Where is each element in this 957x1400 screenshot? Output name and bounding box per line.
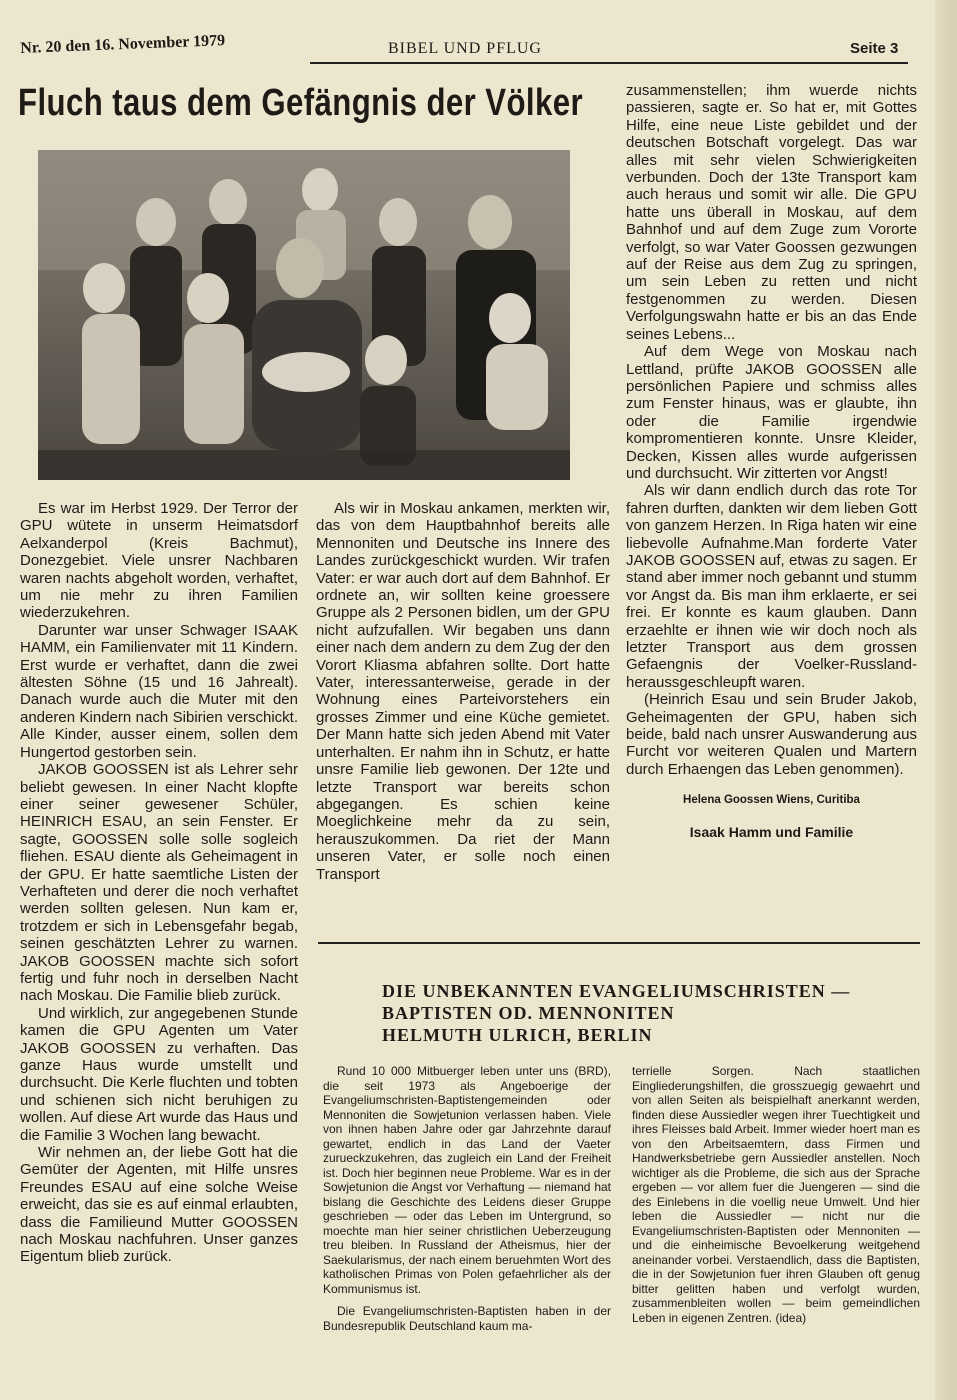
header-rule xyxy=(310,62,908,64)
page-edge xyxy=(935,0,957,1400)
issue-date: Nr. 20 den 16. November 1979 xyxy=(20,32,226,57)
family-photo xyxy=(38,150,570,480)
paragraph: Rund 10 000 Mitbuerger leben unter uns (BRD), die seit 1973 als Angeboerige der Evangeliumschristen-Baptistengemeinden oder Mennoniten die Sowjetunion verlassen haben. Viele von ihnen haben Jahre oder gar Jahrzehnte darauf gewartet, endlich in das Land der Vaeter zurueckzukehren, das zugleich ein Land der Freiheit ist. Doch hier beginnen neue Probleme. War es in der Sowjetunion die Angst vor Verhaftung — niemand hat bislang die Geschichte des Leidens dieser Gruppe geschrieben — oder das Leben im Untergrund, so moechte man hier seiner christlichen Ueberzeugung treu bleiben. In Russland der Atheismus, hier der Saekularismus, der nach einem beruehmten Wort des katholischen Primas von Polen gefaehrlicher als der Kommunismus ist. xyxy=(323,1064,611,1296)
author-signature: Helena Goossen Wiens, Curitiba xyxy=(683,794,860,807)
paragraph: Die Evangeliumschristen-Baptisten haben in der Bundesrepublik Deutschland kaum ma- xyxy=(323,1304,611,1333)
paragraph: Auf dem Wege von Moskau nach Lettland, prüfte JAKOB GOOSSEN alle persönlichen Papiere und schmiss alles zum Fenster hinaus, was er glaubte, ihn oder die Familie irgendwie kompromentieren konnte. Unsre Kleider, Decken, Kissen alles wurde aufgerissen und durchsucht. Wir zitterten vor Angst! xyxy=(626,343,917,482)
paragraph: Wir nehmen an, der liebe Gott hat die Gemüter der Agenten, mit Hilfe unsres Freundes ESAU auf eine solche Weise erweicht, das sie es auf einmal erlaubten, dass die Familieund Mutter GOOSSEN nach Moskau nachfuhren. Unser ganzes Eigentum blieb zurück. xyxy=(20,1144,298,1266)
paragraph: Darunter war unser Schwager ISAAK HAMM, ein Familienvater mit 11 Kindern. Erst wurde er verhaftet, dann die zwei ältesten Söhne (15 und 16 Jahrealt). Danach wurde auch die Muter mit den anderen Kindern nach Sibirien verschickt. Alle Kinder, ausser einem, sollen dem Hungertod gestorben sein. xyxy=(20,621,298,761)
paragraph: Es war im Herbst 1929. Der Terror der GPU wütete in unserm Heimatsdorf Aelxanderpol (Kreis Bachmut), Donezgebiet. Viele unsrer Nachbaren waren nachts abgeholt worden, verhaftet, um nie mehr zu ihren Familien wiederzukehren. xyxy=(20,500,298,622)
article1-column-2 xyxy=(316,500,610,883)
article2-column-1 xyxy=(323,1064,611,1333)
article-headline: Fluch taus dem Gefängnis der Völker xyxy=(18,82,583,124)
title-line: BAPTISTEN OD. MENNONITEN xyxy=(382,1003,675,1023)
paragraph: (Heinrich Esau und sein Bruder Jakob, Geheimagenten der GPU, haben sich beide, bald nach unsrer Auswanderung aus Furcht vor weiteren Qualen und Martern durch Erhaengen das Leben genommen). xyxy=(626,691,917,778)
paragraph: Als wir in Moskau ankamen, merkten wir, das von dem Hauptbahnhof bereits alle Mennoniten und Deutsche ins Innere des Landes zurückgeschickt wurden. Wir trafen Vater: er war auch dort auf dem Bahnhof. Er ordnete an, wir sollten keine groessere Gruppe als 2 Personen bidlen, um der GPU nicht aufzufallen. Wir begaben uns dann einer nach dem andern zu dem Zug der den Vorort Kliasma abfahren sollte. Dort hatte Vater, interessanterweise, gerade in der Wohnung eines Parteivorstehers ein grosses Zimmer und eine Küche gemietet. Der Mann hatte sich jeden Abend mit Vater unterhalten. Er nahm ihn in Schutz, er hatte unsre Familie lieb gewonen. Der 12te und letzte Transport war bereits schon abgegangen. Es schien keine Moeglichkeine mehr da zu sein, herauszukommen. Da riet der Mann unseren Vater, er solle noch einen Transport xyxy=(316,500,610,883)
article1-column-3 xyxy=(626,82,917,841)
title-line: HELMUTH ULRICH, BERLIN xyxy=(382,1025,653,1045)
paragraph: Und wirklich, zur angegebenen Stunde kamen die GPU Agenten um Vater JAKOB GOOSSEN zu verhaften. Das ganze Haus wurde umstellt und durchsucht. Die Kerle fluchten und tobten und schienen sich nicht beruhigen zu wollen. Auf diese Art wurde das Haus und die Familie 3 Wochen lang bewacht. xyxy=(20,1004,298,1144)
paragraph: Als wir dann endlich durch das rote Tor fahren durften, dankten wir dem lieben Gott von ganzem Herzen. In Riga haten wir eine liebevolle Aufnahme.Man forderte Vater JAKOB GOOSSEN auf, etwas zu sagen. Er stand aber immer noch gebannt und stumm vor Angst da. Bis man ihm erklaerte, er sei frei. Er konnte es kaum glauben. Dann erzaehlte er ihnen wie wir doch noch als letzter Transport aus dem grossen Gefaengnis der Voelker-Russland-heraussgeschleupft waren. xyxy=(626,482,917,691)
article2-column-2 xyxy=(632,1064,920,1325)
article2-title xyxy=(382,980,902,1046)
paragraph: JAKOB GOOSSEN ist als Lehrer sehr beliebt gewesen. In einer Nacht klopfte einer seiner gewesener Schüler, HEINRICH ESAU, an sein Fenster. Er sagte, GOOSSEN solle solle sogleich fliehen. ESAU diente als Geheimagent in der GPU. Er hatte saemtliche Listen der Verhafteten und derer die noch verhaftet werden sollten gelesen. Nun kam er, trotzdem er sich in Lebensgefahr begab, seinen geschätzten Lehrer zu warnen. JAKOB GOOSSEN machte sich sofort fertig und fuhr noch in derselben Nacht nach Moskau. Die Familie blieb zurück. xyxy=(20,761,298,1005)
article1-column-1 xyxy=(20,500,298,1266)
title-line: DIE UNBEKANNTEN EVANGELIUMSCHRISTEN — xyxy=(382,981,851,1001)
paragraph: terrielle Sorgen. Nach staatlichen Eingliederungshilfen, die grosszuegig gewaehrt und von allen Seiten als beispielhaft anerkannt werden, finden diese Aussiedler wegen ihrer Tuechtigkeit und ihres Fleisses bald Arbeit. Immer wieder hoert man es von den Arbeitsaemtern, dass Firmen und Handwerksbetriebe gern Aussiedler anstellen. Noch wichtiger als die Probleme, die sich aus der Sprache ergeben — vor allem fuer die Juengeren — sind die des Einlebens in die voellig neue Umwelt. Und hier leben die Aussiedler — nicht nur die Evangeliumschristen-Baptisten oder Mennoniten — und die einheimische Bevoelkerung weitgehend aneinander vorbei. Verstaendlich, dass die Baptisten, die in der Sowjetunion fuer ihren Glauben oft genug bitter gelitten haben und verfolgt wurden, zusammenbleiten wollen — beim gemeindlichen Leben in eigenen Zentren. (idea) xyxy=(632,1064,920,1325)
newspaper-name: BIBEL UND PFLUG xyxy=(388,40,542,57)
page-number: Seite 3 xyxy=(850,40,899,57)
article-separator xyxy=(318,942,920,944)
paragraph: zusammenstellen; ihm wuerde nichts passieren, sagte er. So hat er, mit Gottes Hilfe, eine neue Liste gebildet und der deutschen Botschaft vorgelegt. Das war alles mit sehr vielen Schwierigkeiten verbunden. Doch der 13te Transport kam auch heraus und somit wir alle. Die GPU hatte uns überall in Moskau, auf dem Bahnhof und auf dem Zuge zum Vororte verfolgt, so war Vater Goossen gezwungen auf der Reise aus dem Zug zu springen, um sein Leben zu retten und nicht festgenommen zu werden. Diesen Verfolgungswahn hatte er bis an das Ende seines Lebens... xyxy=(626,82,917,343)
family-signature: Isaak Hamm und Familie xyxy=(689,823,854,840)
